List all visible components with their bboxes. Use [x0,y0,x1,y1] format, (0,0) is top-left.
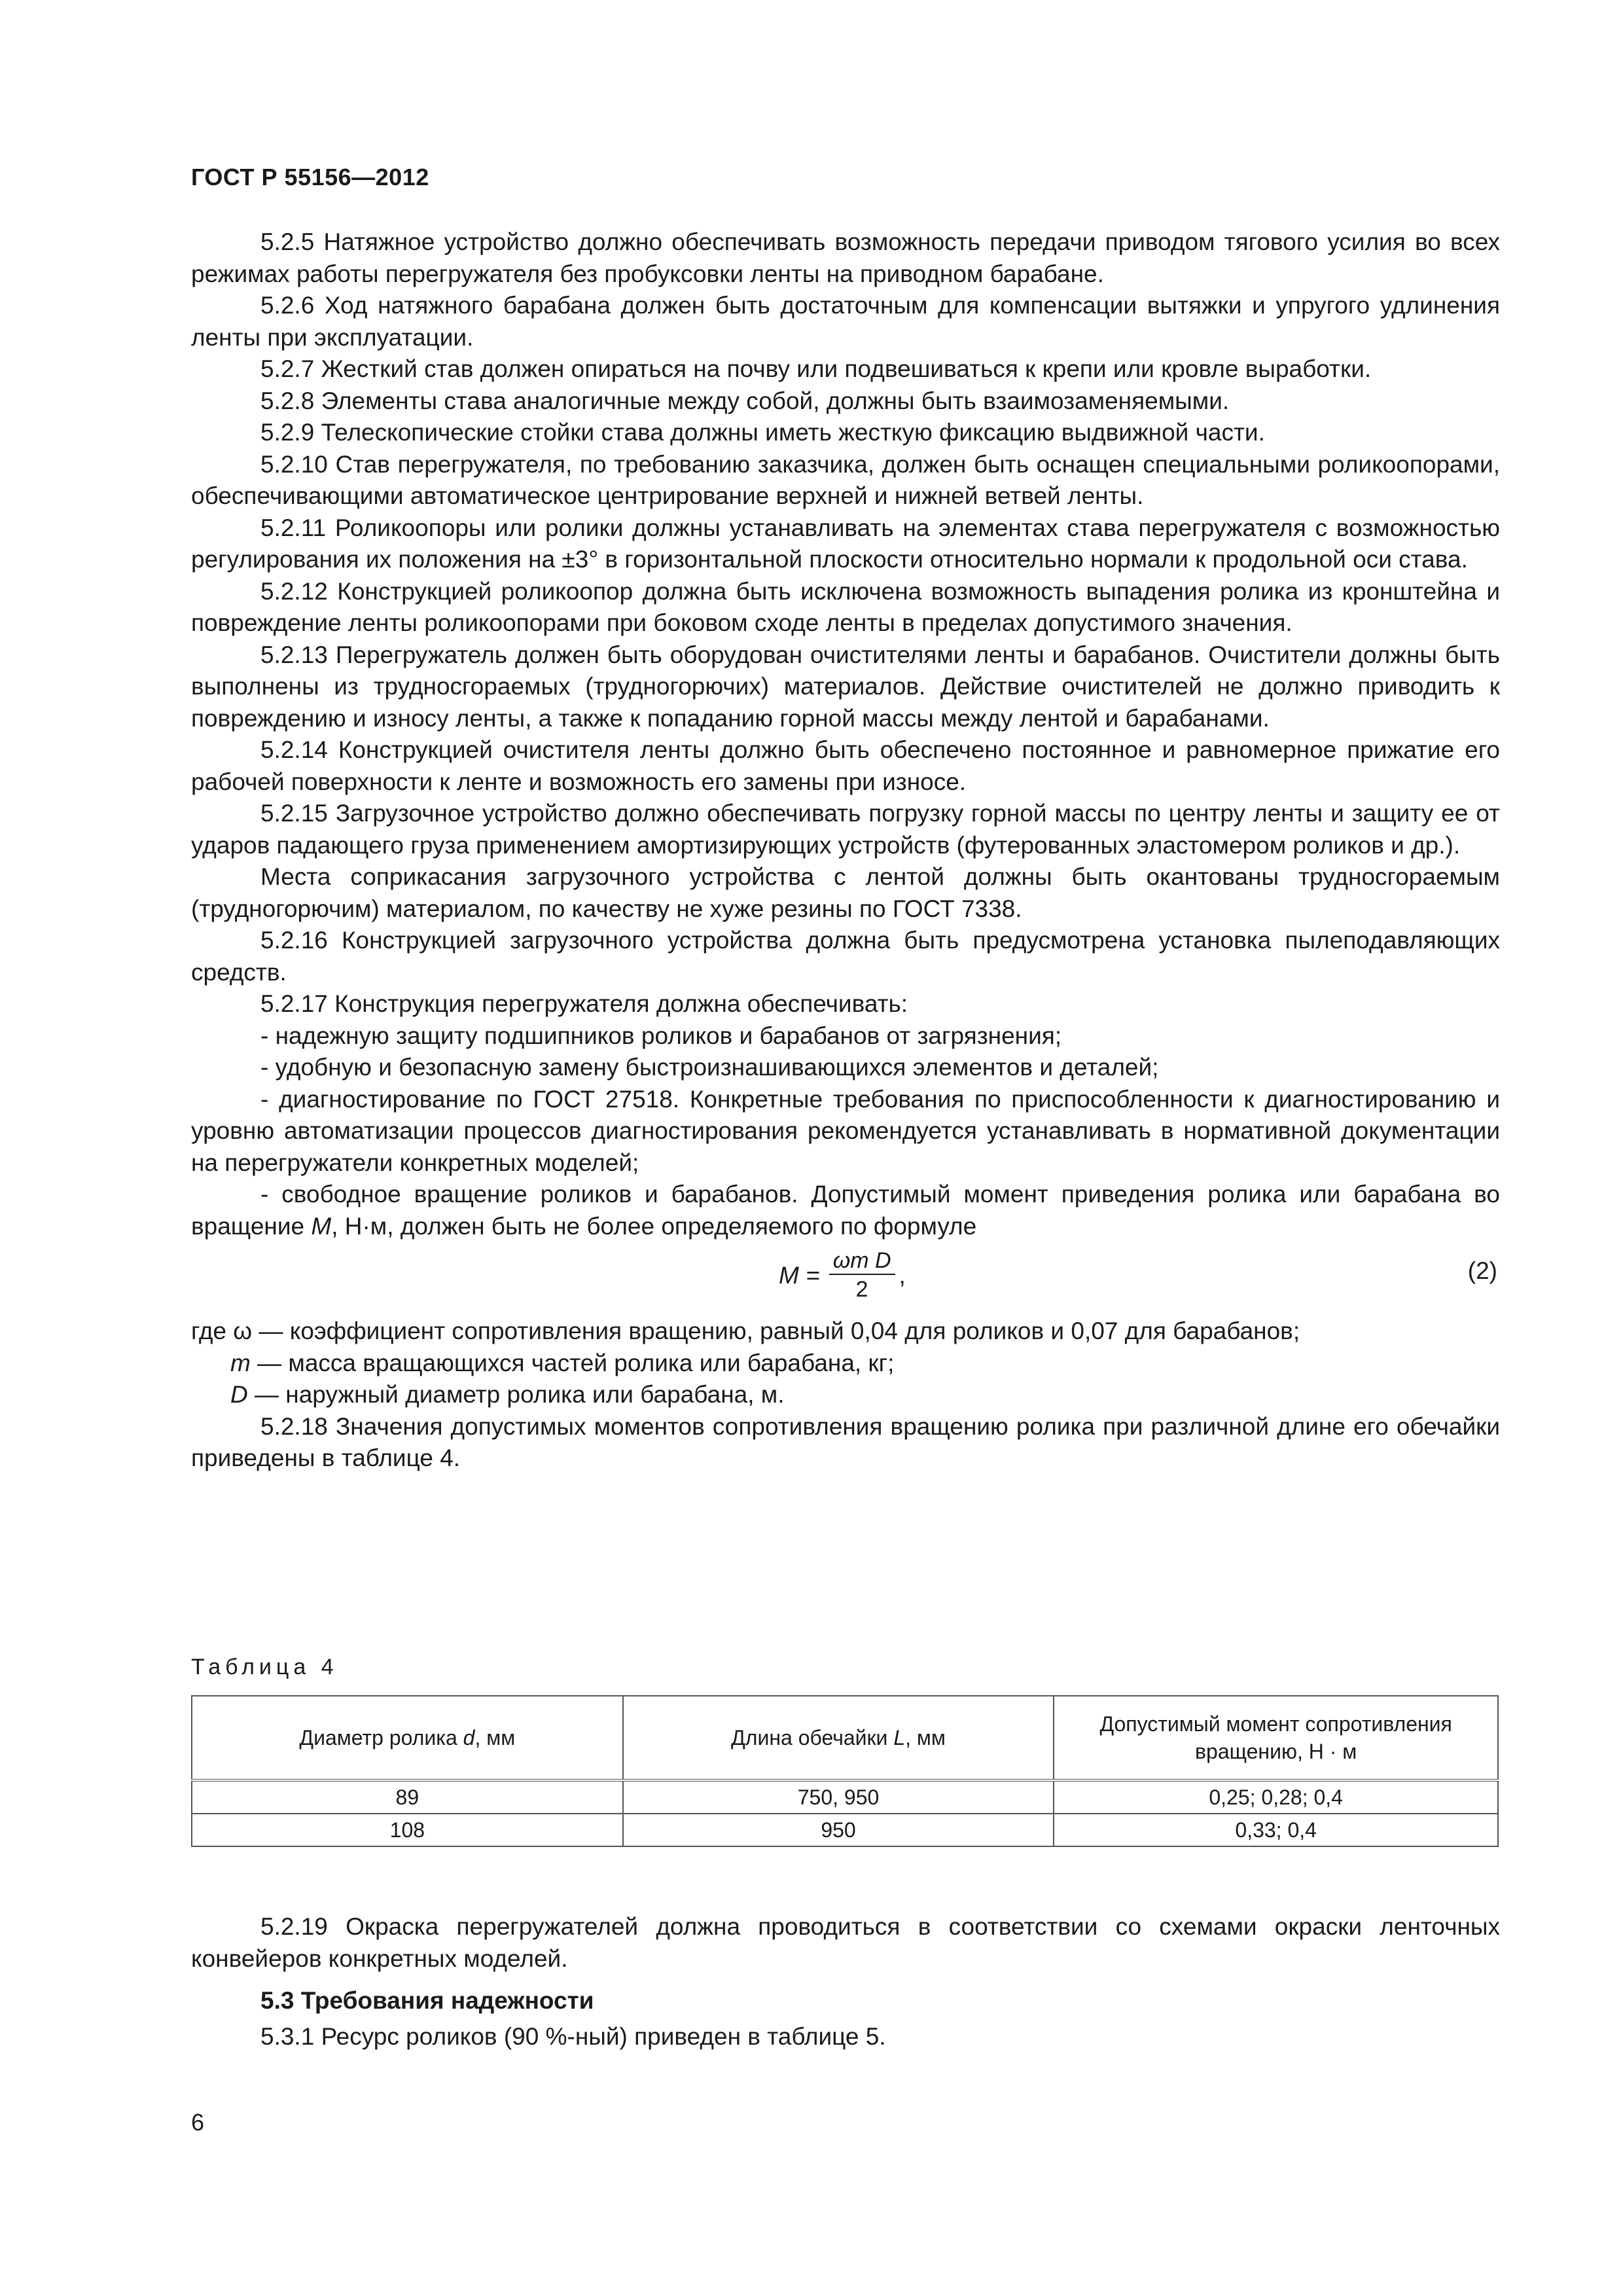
table-cell: 950 [623,1814,1054,1846]
section-5-3-heading: 5.3 Требования надежности [260,1987,594,2014]
formula-fraction [829,1247,895,1304]
moment-formula [779,1247,906,1304]
paragraph-5-2-12: 5.2.12 Конструкцией роликоопор должна быть исключена возможность выпадения ролика из кронштейна и повреждение ленты роликоопорами при боковом сходе ленты в пределах допустимого значения. [191,577,1500,636]
paragraph-5-2-17: 5.2.17 Конструкция перегружателя должна обеспечивать: [260,990,908,1017]
formula-2 [191,1242,1500,1316]
table-4-label: Таблица 4 [191,1655,338,1679]
where-d-text: — наружный диаметр ролика или барабана, м. [247,1381,785,1408]
paragraph-5-2-5: 5.2.5 Натяжное устройство должно обеспечивать возможность передачи приводом тягового усилия во всех режимах работы перегружателя без пробуксовки ленты на приводном барабане. [191,228,1500,287]
where-m [191,1348,1500,1380]
table-cell: 0,25; 0,28; 0,4 [1054,1780,1498,1814]
header-roller-diameter: Диаметр ролика d, мм [192,1696,623,1780]
where-d [191,1379,1500,1411]
where-d-var: D [230,1381,248,1408]
page-number: 6 [191,2109,205,2136]
formula-comma: , [899,1261,906,1289]
formula-lhs: M = [779,1261,820,1289]
document-body [191,226,1500,1475]
table-row [192,1814,1498,1846]
where-omega: где ω — коэффициент сопротивления вращению, равный 0,04 для роликов и 0,07 для барабанов; [191,1318,1300,1344]
table-cell: 0,33; 0,4 [1054,1814,1498,1846]
list-item-diagnostics: - диагностирование по ГОСТ 27518. Конкретные требования по приспособленности к диагностированию и уровню автоматизации процессов диагностирования рекомендуется устанавливать в нормативной документации на перегружатели конкретных моделей; [191,1085,1500,1176]
paragraph-5-2-6: 5.2.6 Ход натяжного барабана должен быть достаточным для компенсации вытяжки и упругого удлинения ленты при эксплуатации. [191,292,1500,351]
paragraph-5-2-15: 5.2.15 Загрузочное устройство должно обеспечивать погрузку горной массы по центру ленты и защиту ее от ударов падающего груза применением амортизирующих устройств (футерованных эластомером роликов и др.). [191,800,1500,859]
list-item-free-rotation [191,1179,1500,1242]
free-rotation-text-a: - свободное вращение роликов и барабанов. Допустимый момент приведения ролика или барабана во вращение [191,1181,1500,1240]
table-cell: 89 [192,1780,623,1814]
free-rotation-text-b: , Н·м, должен быть не более определяемого по формуле [331,1212,977,1240]
paragraph-5-2-8: 5.2.8 Элементы става аналогичные между собой, должны быть взаимозаменяемыми. [260,387,1230,414]
paragraph-5-2-16: 5.2.16 Конструкцией загрузочного устройства должна быть предусмотрена установка пылеподавляющих средств. [191,927,1500,986]
where-m-text: — масса вращающихся частей ролика или барабана, кг; [250,1349,895,1376]
paragraph-5-2-18: 5.2.18 Значения допустимых моментов сопротивления вращению ролика при различной длине его обечайки приведены в таблице 4. [191,1412,1500,1471]
equation-number: (2) [1467,1257,1497,1284]
paragraph-5-2-13: 5.2.13 Перегружатель должен быть оборудован очистителями ленты и барабанов. Очистители должны быть выполнены из трудносгораемых (трудногорючих) материалов. Действие очистителей не должно приводить к повреждению и износу ленты, а также к попаданию горной массы между лентой и барабанами. [191,641,1500,732]
paragraph-5-2-14: 5.2.14 Конструкцией очистителя ленты должно быть обеспечено постоянное и равномерное прижатие его рабочей поверхности к ленте и возможность его замены при износе. [191,736,1500,795]
moment-variable: M [311,1212,332,1240]
paragraph-loading-contact: Места соприкасания загрузочного устройства с лентой должны быть окантованы трудносгораемым (трудногорючим) материалом, по качеству не хуже резины по ГОСТ 7338. [191,863,1500,922]
paragraph-5-2-19: 5.2.19 Окраска перегружателей должна проводиться в соответствии со схемами окраски ленточных конвейеров конкретных моделей. [191,1913,1500,1972]
document-code-header: ГОСТ Р 55156—2012 [191,164,429,190]
table-4 [191,1695,1499,1847]
paragraph-5-2-11: 5.2.11 Роликоопоры или ролики должны устанавливать на элементах става перегружателя с возможностью регулирования их положения на ±3° в горизонтальной плоскости относительно нормали к продольной оси става. [191,514,1500,573]
table-cell: 750, 950 [623,1780,1054,1814]
list-item-replacement: - удобную и безопасную замену быстроизнашивающихся элементов и деталей; [260,1054,1159,1081]
paragraph-5-2-9: 5.2.9 Телескопические стойки става должны иметь жесткую фиксацию выдвижной части. [260,419,1265,446]
paragraph-5-3-1: 5.3.1 Ресурс роликов (90 %-ный) приведен в таблице 5. [260,2022,886,2050]
paragraph-5-2-7: 5.2.7 Жесткий став должен опираться на почву или подвешиваться к крепи или кровле выработки. [260,355,1372,382]
paragraph-5-2-10: 5.2.10 Став перегружателя, по требованию заказчика, должен быть оснащен специальными роликоопорами, обеспечивающими автоматическое центрирование верхней и нижней ветвей ленты. [191,450,1500,509]
table-row [192,1780,1498,1814]
table-header-row [192,1696,1498,1780]
list-item-bearing-protection: - надежную защиту подшипников роликов и барабанов от загрязнения; [260,1022,1062,1049]
header-shell-length: Длина обечайки L, мм [623,1696,1054,1780]
where-m-var: m [230,1349,251,1376]
formula-numerator: ωm D [829,1247,895,1275]
after-table-text [191,1911,1500,2053]
header-allowed-moment: Допустимый момент сопротивления вращению, Н · м [1054,1696,1498,1780]
table-cell: 108 [192,1814,623,1846]
formula-denominator: 2 [855,1277,868,1302]
